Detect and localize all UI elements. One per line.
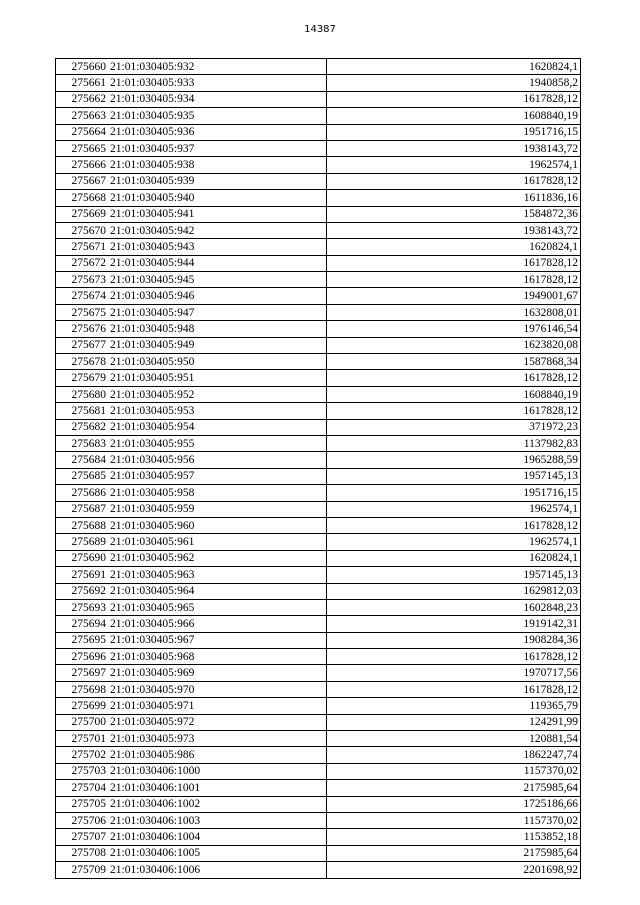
row-number: 275666 <box>56 157 109 173</box>
cadastral-number: 21:01:030405:937 <box>108 140 327 156</box>
cadastral-number: 21:01:030405:959 <box>108 501 327 517</box>
cadastral-number: 21:01:030405:964 <box>108 583 327 599</box>
table-row <box>56 304 581 320</box>
cadastral-number: 21:01:030405:945 <box>108 272 327 288</box>
row-number: 275671 <box>56 239 109 255</box>
cadastral-number: 21:01:030405:969 <box>108 665 327 681</box>
cadastral-number: 21:01:030405:951 <box>108 370 327 386</box>
table-row <box>56 796 581 812</box>
row-number: 275685 <box>56 468 109 484</box>
row-number: 275670 <box>56 222 109 238</box>
row-number: 275706 <box>56 812 109 828</box>
table-row <box>56 157 581 173</box>
table-row <box>56 599 581 615</box>
cadastral-number: 21:01:030405:943 <box>108 239 327 255</box>
row-number: 275704 <box>56 780 109 796</box>
row-number: 275662 <box>56 91 109 107</box>
row-number: 275687 <box>56 501 109 517</box>
table-row <box>56 435 581 451</box>
cadastral-number: 21:01:030405:962 <box>108 550 327 566</box>
cadastral-value: 1919142,31 <box>327 616 581 632</box>
table-row <box>56 403 581 419</box>
row-number: 275700 <box>56 714 109 730</box>
cadastral-value: 371972,23 <box>327 419 581 435</box>
table-row <box>56 763 581 779</box>
row-number: 275698 <box>56 681 109 697</box>
cadastral-value: 1137982,83 <box>327 435 581 451</box>
table-row <box>56 583 581 599</box>
cadastral-value: 1976146,54 <box>327 321 581 337</box>
page-number: 14387 <box>304 24 336 35</box>
table-row <box>56 829 581 845</box>
table-row <box>56 517 581 533</box>
cadastral-number: 21:01:030405:986 <box>108 747 327 763</box>
cadastral-value: 1629812,03 <box>327 583 581 599</box>
row-number: 275709 <box>56 862 109 878</box>
cadastral-value: 1862247,74 <box>327 747 581 763</box>
cadastral-number: 21:01:030405:938 <box>108 157 327 173</box>
row-number: 275667 <box>56 173 109 189</box>
table-row <box>56 91 581 107</box>
cadastral-number: 21:01:030405:948 <box>108 321 327 337</box>
table-row <box>56 386 581 402</box>
table-row <box>56 75 581 91</box>
table-row <box>56 206 581 222</box>
cadastral-number: 21:01:030405:958 <box>108 485 327 501</box>
cadastral-number: 21:01:030405:941 <box>108 206 327 222</box>
cadastral-value: 1617828,12 <box>327 403 581 419</box>
cadastral-value: 1970717,56 <box>327 665 581 681</box>
cadastral-number: 21:01:030405:950 <box>108 354 327 370</box>
cadastral-value: 1608840,19 <box>327 386 581 402</box>
cadastral-value: 1957145,13 <box>327 567 581 583</box>
cadastral-value: 1949001,67 <box>327 288 581 304</box>
cadastral-value: 1951716,15 <box>327 124 581 140</box>
table-row <box>56 845 581 861</box>
cadastral-value: 1617828,12 <box>327 272 581 288</box>
cadastral-value: 1584872,36 <box>327 206 581 222</box>
cadastral-number: 21:01:030406:1003 <box>108 812 327 828</box>
cadastral-value: 119365,79 <box>327 698 581 714</box>
cadastral-number: 21:01:030405:940 <box>108 190 327 206</box>
cadastral-value: 1617828,12 <box>327 370 581 386</box>
row-number: 275702 <box>56 747 109 763</box>
table-row <box>56 452 581 468</box>
table-row <box>56 780 581 796</box>
cadastral-number: 21:01:030405:960 <box>108 517 327 533</box>
table-row <box>56 354 581 370</box>
row-number: 275673 <box>56 272 109 288</box>
cadastral-number: 21:01:030405:946 <box>108 288 327 304</box>
table-row <box>56 190 581 206</box>
row-number: 275679 <box>56 370 109 386</box>
row-number: 275664 <box>56 124 109 140</box>
table-row <box>56 222 581 238</box>
row-number: 275660 <box>56 59 109 75</box>
table-row <box>56 288 581 304</box>
cadastral-value: 1617828,12 <box>327 91 581 107</box>
table-row <box>56 321 581 337</box>
cadastral-number: 21:01:030405:939 <box>108 173 327 189</box>
cadastral-number: 21:01:030405:942 <box>108 222 327 238</box>
row-number: 275677 <box>56 337 109 353</box>
cadastral-value: 1620824,1 <box>327 59 581 75</box>
cadastral-number: 21:01:030405:967 <box>108 632 327 648</box>
table-row <box>56 108 581 124</box>
cadastral-value: 2175985,64 <box>327 845 581 861</box>
row-number: 275707 <box>56 829 109 845</box>
cadastral-number: 21:01:030405:934 <box>108 91 327 107</box>
cadastral-number: 21:01:030405:971 <box>108 698 327 714</box>
row-number: 275675 <box>56 304 109 320</box>
table-row <box>56 714 581 730</box>
cadastral-number: 21:01:030405:965 <box>108 599 327 615</box>
row-number: 275699 <box>56 698 109 714</box>
cadastral-value: 1611836,16 <box>327 190 581 206</box>
cadastral-value: 1957145,13 <box>327 468 581 484</box>
row-number: 275695 <box>56 632 109 648</box>
table-row <box>56 747 581 763</box>
table-row <box>56 681 581 697</box>
cadastral-number: 21:01:030406:1004 <box>108 829 327 845</box>
row-number: 275689 <box>56 534 109 550</box>
row-number: 275705 <box>56 796 109 812</box>
cadastral-number: 21:01:030405:956 <box>108 452 327 468</box>
row-number: 275672 <box>56 255 109 271</box>
table-row <box>56 632 581 648</box>
cadastral-value: 1608840,19 <box>327 108 581 124</box>
cadastral-value: 1153852,18 <box>327 829 581 845</box>
cadastral-value: 1632808,01 <box>327 304 581 320</box>
cadastral-value: 1620824,1 <box>327 550 581 566</box>
cadastral-number: 21:01:030405:972 <box>108 714 327 730</box>
cadastral-number: 21:01:030405:963 <box>108 567 327 583</box>
row-number: 275693 <box>56 599 109 615</box>
cadastral-number: 21:01:030405:944 <box>108 255 327 271</box>
row-number: 275680 <box>56 386 109 402</box>
table-row <box>56 731 581 747</box>
cadastral-number: 21:01:030405:957 <box>108 468 327 484</box>
table-row <box>56 370 581 386</box>
cadastral-value: 1962574,1 <box>327 534 581 550</box>
cadastral-number: 21:01:030405:936 <box>108 124 327 140</box>
cadastral-number: 21:01:030405:949 <box>108 337 327 353</box>
table-body <box>56 59 581 879</box>
cadastral-value: 1623820,08 <box>327 337 581 353</box>
cadastral-value: 1940858,2 <box>327 75 581 91</box>
cadastral-number: 21:01:030405:953 <box>108 403 327 419</box>
cadastral-number: 21:01:030405:935 <box>108 108 327 124</box>
row-number: 275663 <box>56 108 109 124</box>
row-number: 275703 <box>56 763 109 779</box>
cadastral-value: 1962574,1 <box>327 157 581 173</box>
table-row <box>56 140 581 156</box>
row-number: 275688 <box>56 517 109 533</box>
table-row <box>56 567 581 583</box>
table-row <box>56 550 581 566</box>
row-number: 275701 <box>56 731 109 747</box>
cadastral-number: 21:01:030406:1002 <box>108 796 327 812</box>
table-row <box>56 501 581 517</box>
cadastral-number: 21:01:030406:1005 <box>108 845 327 861</box>
row-number: 275683 <box>56 435 109 451</box>
table-row <box>56 698 581 714</box>
table-row <box>56 239 581 255</box>
cadastral-number: 21:01:030405:954 <box>108 419 327 435</box>
cadastral-value: 1725186,66 <box>327 796 581 812</box>
table-row <box>56 862 581 878</box>
cadastral-value: 1617828,12 <box>327 681 581 697</box>
table-row <box>56 534 581 550</box>
row-number: 275674 <box>56 288 109 304</box>
row-number: 275678 <box>56 354 109 370</box>
row-number: 275676 <box>56 321 109 337</box>
row-number: 275708 <box>56 845 109 861</box>
row-number: 275669 <box>56 206 109 222</box>
table-row <box>56 255 581 271</box>
cadastral-number: 21:01:030405:932 <box>108 59 327 75</box>
table-row <box>56 812 581 828</box>
row-number: 275694 <box>56 616 109 632</box>
cadastral-value: 1157370,02 <box>327 812 581 828</box>
row-number: 275665 <box>56 140 109 156</box>
cadastral-number: 21:01:030406:1000 <box>108 763 327 779</box>
cadastral-number: 21:01:030406:1001 <box>108 780 327 796</box>
cadastral-value: 1962574,1 <box>327 501 581 517</box>
cadastral-value: 1587868,34 <box>327 354 581 370</box>
row-number: 275661 <box>56 75 109 91</box>
cadastral-number: 21:01:030405:966 <box>108 616 327 632</box>
cadastral-value: 124291,99 <box>327 714 581 730</box>
cadastral-number: 21:01:030405:947 <box>108 304 327 320</box>
row-number: 275691 <box>56 567 109 583</box>
cadastral-number: 21:01:030405:933 <box>108 75 327 91</box>
cadastral-value: 1620824,1 <box>327 239 581 255</box>
cadastral-value: 120881,54 <box>327 731 581 747</box>
cadastral-number: 21:01:030405:961 <box>108 534 327 550</box>
cadastral-value: 1617828,12 <box>327 255 581 271</box>
table-row <box>56 485 581 501</box>
table-row <box>56 665 581 681</box>
table-row <box>56 419 581 435</box>
row-number: 275682 <box>56 419 109 435</box>
table-row <box>56 272 581 288</box>
cadastral-value: 1617828,12 <box>327 173 581 189</box>
cadastral-value: 1938143,72 <box>327 140 581 156</box>
cadastral-value: 1965288,59 <box>327 452 581 468</box>
cadastral-value: 1951716,15 <box>327 485 581 501</box>
cadastral-value: 1617828,12 <box>327 649 581 665</box>
table-row <box>56 59 581 75</box>
table-row <box>56 124 581 140</box>
cadastral-number: 21:01:030406:1006 <box>108 862 327 878</box>
cadastral-value: 1602848,23 <box>327 599 581 615</box>
cadastral-value: 1908284,36 <box>327 632 581 648</box>
row-number: 275696 <box>56 649 109 665</box>
table-row <box>56 173 581 189</box>
table-row <box>56 468 581 484</box>
cadastral-value: 2201698,92 <box>327 862 581 878</box>
cadastral-number: 21:01:030405:952 <box>108 386 327 402</box>
row-number: 275692 <box>56 583 109 599</box>
table-row <box>56 649 581 665</box>
cadastral-value: 1157370,02 <box>327 763 581 779</box>
row-number: 275690 <box>56 550 109 566</box>
cadastral-number: 21:01:030405:973 <box>108 731 327 747</box>
row-number: 275681 <box>56 403 109 419</box>
table-row <box>56 616 581 632</box>
row-number: 275697 <box>56 665 109 681</box>
cadastral-value: 2175985,64 <box>327 780 581 796</box>
cadastral-value: 1938143,72 <box>327 222 581 238</box>
table-row <box>56 337 581 353</box>
row-number: 275684 <box>56 452 109 468</box>
row-number: 275686 <box>56 485 109 501</box>
cadastral-value-table <box>55 58 581 879</box>
cadastral-number: 21:01:030405:970 <box>108 681 327 697</box>
cadastral-value: 1617828,12 <box>327 517 581 533</box>
cadastral-number: 21:01:030405:968 <box>108 649 327 665</box>
cadastral-number: 21:01:030405:955 <box>108 435 327 451</box>
row-number: 275668 <box>56 190 109 206</box>
